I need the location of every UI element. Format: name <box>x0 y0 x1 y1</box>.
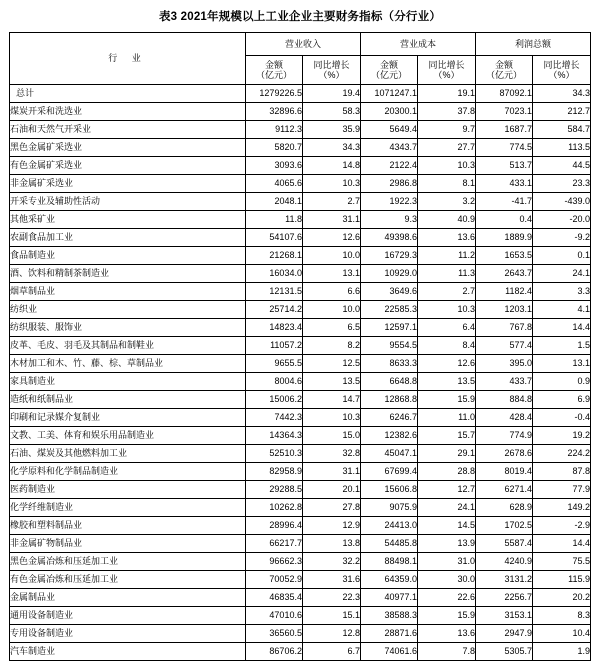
table-row <box>9 553 590 571</box>
row-industry-name: 有色金属冶炼和压延加工业 <box>9 571 245 589</box>
row-cost-growth: 10.3 <box>417 301 475 319</box>
row-cost-growth: 15.7 <box>417 427 475 445</box>
row-profit-amount: 767.8 <box>476 319 533 337</box>
row-industry-name: 非金属矿采选业 <box>9 175 245 193</box>
row-profit-growth: 14.4 <box>533 535 591 553</box>
row-revenue-amount: 11057.2 <box>245 337 302 355</box>
row-cost-growth: 12.7 <box>417 481 475 499</box>
row-revenue-amount: 16034.0 <box>245 265 302 283</box>
column-header-revenue-growth <box>302 56 360 85</box>
row-cost-growth: 31.0 <box>417 553 475 571</box>
table-row <box>9 643 590 661</box>
column-header-revenue-amount <box>245 56 302 85</box>
row-cost-amount: 38588.3 <box>360 607 417 625</box>
column-group-profit: 利润总额 <box>476 33 591 56</box>
row-revenue-growth: 13.5 <box>302 373 360 391</box>
row-cost-amount: 2986.8 <box>360 175 417 193</box>
row-profit-amount: 5305.7 <box>476 643 533 661</box>
row-profit-growth: 113.5 <box>533 139 591 157</box>
table-header-group-row <box>9 33 590 56</box>
row-industry-name: 石油、煤炭及其他燃料加工业 <box>9 445 245 463</box>
row-profit-growth: 19.2 <box>533 427 591 445</box>
row-cost-growth: 15.9 <box>417 607 475 625</box>
row-revenue-growth: 31.1 <box>302 463 360 481</box>
row-cost-amount: 12382.6 <box>360 427 417 445</box>
row-revenue-growth: 12.9 <box>302 517 360 535</box>
row-cost-amount: 9554.5 <box>360 337 417 355</box>
row-cost-amount: 2122.4 <box>360 157 417 175</box>
row-cost-amount: 9075.9 <box>360 499 417 517</box>
row-revenue-amount: 66217.7 <box>245 535 302 553</box>
row-industry-name: 纺织业 <box>9 301 245 319</box>
row-profit-amount: 428.4 <box>476 409 533 427</box>
row-cost-amount: 64359.0 <box>360 571 417 589</box>
row-cost-amount: 9.3 <box>360 211 417 229</box>
row-cost-growth: 8.4 <box>417 337 475 355</box>
table-row <box>9 373 590 391</box>
table-row <box>9 265 590 283</box>
table-row <box>9 283 590 301</box>
row-profit-amount: 1687.7 <box>476 121 533 139</box>
row-industry-name: 农副食品加工业 <box>9 229 245 247</box>
row-cost-growth: 11.2 <box>417 247 475 265</box>
row-revenue-growth: 6.7 <box>302 643 360 661</box>
row-industry-name: 纺织服装、服饰业 <box>9 319 245 337</box>
row-revenue-amount: 9655.5 <box>245 355 302 373</box>
table-row <box>9 85 590 103</box>
column-header-industry: 行 业 <box>9 33 245 85</box>
row-revenue-growth: 6.6 <box>302 283 360 301</box>
row-revenue-amount: 28996.4 <box>245 517 302 535</box>
row-profit-amount: 3131.2 <box>476 571 533 589</box>
row-cost-growth: 19.1 <box>417 85 475 103</box>
table-row <box>9 409 590 427</box>
row-cost-growth: 2.7 <box>417 283 475 301</box>
row-cost-growth: 6.4 <box>417 319 475 337</box>
row-profit-growth: 24.1 <box>533 265 591 283</box>
row-profit-growth: 224.2 <box>533 445 591 463</box>
row-cost-amount: 5649.4 <box>360 121 417 139</box>
cost-growth-unit: （%） <box>433 70 460 80</box>
row-profit-amount: 1702.5 <box>476 517 533 535</box>
table-row <box>9 337 590 355</box>
table-row <box>9 139 590 157</box>
row-profit-amount: 2947.9 <box>476 625 533 643</box>
row-profit-growth: 0.1 <box>533 247 591 265</box>
revenue-amount-label: 金额 <box>264 59 283 70</box>
page-title: 表3 2021年规模以上工业企业主要财务指标（分行业） <box>158 11 442 23</box>
row-profit-growth: 1.5 <box>533 337 591 355</box>
row-profit-amount: 6271.4 <box>476 481 533 499</box>
row-revenue-amount: 5820.7 <box>245 139 302 157</box>
row-industry-name: 专用设备制造业 <box>9 625 245 643</box>
table-row <box>9 157 590 175</box>
row-profit-amount: 433.1 <box>476 175 533 193</box>
row-profit-growth: -0.4 <box>533 409 591 427</box>
row-cost-amount: 40977.1 <box>360 589 417 607</box>
row-revenue-growth: 58.3 <box>302 103 360 121</box>
row-revenue-amount: 11.8 <box>245 211 302 229</box>
row-revenue-amount: 4065.6 <box>245 175 302 193</box>
row-revenue-amount: 2048.1 <box>245 193 302 211</box>
row-profit-amount: 2643.7 <box>476 265 533 283</box>
row-revenue-growth: 10.3 <box>302 175 360 193</box>
row-revenue-growth: 31.6 <box>302 571 360 589</box>
row-profit-amount: 2256.7 <box>476 589 533 607</box>
row-profit-amount: 628.9 <box>476 499 533 517</box>
row-industry-name: 汽车制造业 <box>9 643 245 661</box>
row-revenue-growth: 6.5 <box>302 319 360 337</box>
row-industry-name: 金属制品业 <box>9 589 245 607</box>
profit-amount-unit: （亿元） <box>485 70 522 80</box>
row-industry-name: 黑色金属矿采选业 <box>9 139 245 157</box>
table-row <box>9 121 590 139</box>
table-row <box>9 391 590 409</box>
row-cost-amount: 6648.8 <box>360 373 417 391</box>
row-revenue-amount: 14364.3 <box>245 427 302 445</box>
row-cost-growth: 9.7 <box>417 121 475 139</box>
financial-indicators-table <box>9 32 591 661</box>
profit-growth-unit: （%） <box>548 70 575 80</box>
row-cost-amount: 88498.1 <box>360 553 417 571</box>
row-cost-growth: 40.9 <box>417 211 475 229</box>
row-industry-name: 医药制造业 <box>9 481 245 499</box>
column-header-cost-growth <box>417 56 475 85</box>
profit-growth-label: 同比增长 <box>543 59 580 70</box>
column-group-cost: 营业成本 <box>360 33 475 56</box>
row-profit-growth: 20.2 <box>533 589 591 607</box>
row-revenue-amount: 25714.2 <box>245 301 302 319</box>
row-profit-amount: 774.5 <box>476 139 533 157</box>
row-profit-amount: 513.7 <box>476 157 533 175</box>
row-revenue-growth: 10.0 <box>302 247 360 265</box>
row-cost-amount: 20300.1 <box>360 103 417 121</box>
row-profit-amount: 884.8 <box>476 391 533 409</box>
row-cost-amount: 24413.0 <box>360 517 417 535</box>
row-profit-growth: -2.9 <box>533 517 591 535</box>
row-cost-amount: 74061.6 <box>360 643 417 661</box>
table-row <box>9 427 590 445</box>
row-profit-amount: 5587.4 <box>476 535 533 553</box>
table-row <box>9 175 590 193</box>
row-profit-growth: 1.9 <box>533 643 591 661</box>
row-industry-name: 烟草制品业 <box>9 283 245 301</box>
row-profit-growth: 584.7 <box>533 121 591 139</box>
row-revenue-growth: 35.9 <box>302 121 360 139</box>
row-profit-growth: 77.9 <box>533 481 591 499</box>
row-revenue-amount: 46835.4 <box>245 589 302 607</box>
table-body <box>9 85 590 661</box>
revenue-amount-unit: （亿元） <box>255 70 292 80</box>
row-revenue-growth: 15.0 <box>302 427 360 445</box>
row-industry-name: 橡胶和塑料制品业 <box>9 517 245 535</box>
row-revenue-amount: 10262.8 <box>245 499 302 517</box>
row-industry-name: 黑色金属冶炼和压延加工业 <box>9 553 245 571</box>
row-cost-growth: 11.0 <box>417 409 475 427</box>
row-revenue-amount: 36560.5 <box>245 625 302 643</box>
table-row <box>9 481 590 499</box>
row-cost-growth: 7.8 <box>417 643 475 661</box>
row-cost-growth: 11.3 <box>417 265 475 283</box>
row-profit-amount: 0.4 <box>476 211 533 229</box>
row-cost-growth: 24.1 <box>417 499 475 517</box>
row-profit-amount: 1889.9 <box>476 229 533 247</box>
row-revenue-amount: 82958.9 <box>245 463 302 481</box>
row-industry-name: 其他采矿业 <box>9 211 245 229</box>
row-revenue-amount: 8004.6 <box>245 373 302 391</box>
row-cost-amount: 6246.7 <box>360 409 417 427</box>
row-profit-amount: 8019.4 <box>476 463 533 481</box>
row-profit-growth: 14.4 <box>533 319 591 337</box>
row-profit-growth: 23.3 <box>533 175 591 193</box>
row-industry-name: 家具制造业 <box>9 373 245 391</box>
row-cost-growth: 30.0 <box>417 571 475 589</box>
row-profit-amount: 1653.5 <box>476 247 533 265</box>
table-row <box>9 535 590 553</box>
row-profit-amount: 87092.1 <box>476 85 533 103</box>
row-cost-amount: 54485.8 <box>360 535 417 553</box>
row-profit-amount: 4240.9 <box>476 553 533 571</box>
table-row <box>9 445 590 463</box>
row-cost-amount: 8633.3 <box>360 355 417 373</box>
row-cost-growth: 10.3 <box>417 157 475 175</box>
row-revenue-growth: 31.1 <box>302 211 360 229</box>
profit-amount-label: 金额 <box>494 59 513 70</box>
row-revenue-growth: 10.0 <box>302 301 360 319</box>
row-profit-growth: 149.2 <box>533 499 591 517</box>
row-revenue-amount: 52510.3 <box>245 445 302 463</box>
row-cost-growth: 28.8 <box>417 463 475 481</box>
row-revenue-amount: 12131.5 <box>245 283 302 301</box>
row-cost-growth: 14.5 <box>417 517 475 535</box>
row-profit-growth: 4.1 <box>533 301 591 319</box>
revenue-growth-label: 同比增长 <box>313 59 350 70</box>
row-revenue-amount: 86706.2 <box>245 643 302 661</box>
row-cost-growth: 13.6 <box>417 625 475 643</box>
row-cost-amount: 10929.0 <box>360 265 417 283</box>
row-profit-amount: 395.0 <box>476 355 533 373</box>
row-revenue-amount: 47010.6 <box>245 607 302 625</box>
row-profit-growth: 3.3 <box>533 283 591 301</box>
revenue-growth-unit: （%） <box>318 70 345 80</box>
table-row <box>9 301 590 319</box>
row-cost-growth: 13.9 <box>417 535 475 553</box>
table-row <box>9 355 590 373</box>
row-revenue-amount: 7442.3 <box>245 409 302 427</box>
row-profit-growth: 8.3 <box>533 607 591 625</box>
row-cost-amount: 1071247.1 <box>360 85 417 103</box>
row-profit-amount: 7023.1 <box>476 103 533 121</box>
cost-growth-label: 同比增长 <box>428 59 465 70</box>
row-revenue-growth: 12.5 <box>302 355 360 373</box>
row-profit-amount: 774.9 <box>476 427 533 445</box>
row-revenue-growth: 27.8 <box>302 499 360 517</box>
row-revenue-amount: 15006.2 <box>245 391 302 409</box>
row-profit-amount: 2678.6 <box>476 445 533 463</box>
row-cost-growth: 37.8 <box>417 103 475 121</box>
row-industry-name: 化学原料和化学制品制造业 <box>9 463 245 481</box>
row-revenue-amount: 32896.6 <box>245 103 302 121</box>
row-profit-growth: -20.0 <box>533 211 591 229</box>
row-revenue-amount: 54107.6 <box>245 229 302 247</box>
row-cost-growth: 22.6 <box>417 589 475 607</box>
row-industry-name: 通用设备制造业 <box>9 607 245 625</box>
row-industry-name: 非金属矿物制品业 <box>9 535 245 553</box>
row-cost-amount: 1922.3 <box>360 193 417 211</box>
cost-amount-label: 金额 <box>379 59 398 70</box>
row-profit-growth: 34.3 <box>533 85 591 103</box>
row-profit-growth: 115.9 <box>533 571 591 589</box>
table-row <box>9 103 590 121</box>
row-revenue-growth: 14.8 <box>302 157 360 175</box>
column-header-profit-amount <box>476 56 533 85</box>
row-revenue-growth: 32.2 <box>302 553 360 571</box>
row-cost-amount: 3649.6 <box>360 283 417 301</box>
row-profit-growth: -439.0 <box>533 193 591 211</box>
row-revenue-amount: 14823.4 <box>245 319 302 337</box>
row-profit-amount: 433.7 <box>476 373 533 391</box>
table-row <box>9 211 590 229</box>
row-cost-amount: 45047.1 <box>360 445 417 463</box>
row-cost-growth: 27.7 <box>417 139 475 157</box>
row-profit-amount: 1203.1 <box>476 301 533 319</box>
row-industry-name: 酒、饮料和精制茶制造业 <box>9 265 245 283</box>
row-revenue-growth: 34.3 <box>302 139 360 157</box>
table-head <box>9 33 590 85</box>
row-cost-amount: 12868.8 <box>360 391 417 409</box>
row-revenue-growth: 32.8 <box>302 445 360 463</box>
row-profit-growth: -9.2 <box>533 229 591 247</box>
row-profit-growth: 10.4 <box>533 625 591 643</box>
row-revenue-amount: 29288.5 <box>245 481 302 499</box>
row-cost-amount: 4343.7 <box>360 139 417 157</box>
row-cost-amount: 67699.4 <box>360 463 417 481</box>
row-revenue-amount: 96662.3 <box>245 553 302 571</box>
table-row <box>9 571 590 589</box>
row-industry-name: 木材加工和木、竹、藤、棕、草制品业 <box>9 355 245 373</box>
row-industry-name: 皮革、毛皮、羽毛及其制品和制鞋业 <box>9 337 245 355</box>
row-revenue-amount: 1279226.5 <box>245 85 302 103</box>
row-revenue-growth: 15.1 <box>302 607 360 625</box>
row-industry-name: 有色金属矿采选业 <box>9 157 245 175</box>
row-revenue-amount: 21268.1 <box>245 247 302 265</box>
row-cost-growth: 29.1 <box>417 445 475 463</box>
row-cost-growth: 12.6 <box>417 355 475 373</box>
row-profit-growth: 212.7 <box>533 103 591 121</box>
row-profit-growth: 44.5 <box>533 157 591 175</box>
row-profit-growth: 13.1 <box>533 355 591 373</box>
row-cost-amount: 22585.3 <box>360 301 417 319</box>
row-profit-growth: 87.8 <box>533 463 591 481</box>
row-cost-amount: 15606.8 <box>360 481 417 499</box>
row-revenue-growth: 13.8 <box>302 535 360 553</box>
row-revenue-amount: 3093.6 <box>245 157 302 175</box>
row-industry-name: 印刷和记录媒介复制业 <box>9 409 245 427</box>
row-industry-name: 文教、工美、体育和娱乐用品制造业 <box>9 427 245 445</box>
row-industry-name: 总计 <box>9 85 245 103</box>
cost-amount-unit: （亿元） <box>370 70 407 80</box>
row-revenue-growth: 20.1 <box>302 481 360 499</box>
row-industry-name: 石油和天然气开采业 <box>9 121 245 139</box>
table-row <box>9 229 590 247</box>
row-revenue-growth: 12.6 <box>302 229 360 247</box>
row-cost-amount: 49398.6 <box>360 229 417 247</box>
row-revenue-amount: 9112.3 <box>245 121 302 139</box>
table-row <box>9 517 590 535</box>
row-revenue-amount: 70052.9 <box>245 571 302 589</box>
table-row <box>9 319 590 337</box>
row-profit-amount: 3153.1 <box>476 607 533 625</box>
row-revenue-growth: 13.1 <box>302 265 360 283</box>
row-profit-amount: 577.4 <box>476 337 533 355</box>
row-revenue-growth: 2.7 <box>302 193 360 211</box>
row-cost-amount: 12597.1 <box>360 319 417 337</box>
column-group-revenue: 营业收入 <box>245 33 360 56</box>
row-revenue-growth: 12.8 <box>302 625 360 643</box>
column-header-cost-amount <box>360 56 417 85</box>
row-profit-growth: 0.9 <box>533 373 591 391</box>
row-cost-growth: 3.2 <box>417 193 475 211</box>
row-industry-name: 化学纤维制造业 <box>9 499 245 517</box>
row-cost-growth: 8.1 <box>417 175 475 193</box>
row-industry-name: 造纸和纸制品业 <box>9 391 245 409</box>
row-revenue-growth: 8.2 <box>302 337 360 355</box>
table-row <box>9 499 590 517</box>
table-row <box>9 625 590 643</box>
row-industry-name: 煤炭开采和洗选业 <box>9 103 245 121</box>
row-industry-name: 开采专业及辅助性活动 <box>9 193 245 211</box>
row-cost-growth: 13.5 <box>417 373 475 391</box>
row-revenue-growth: 10.3 <box>302 409 360 427</box>
row-revenue-growth: 14.7 <box>302 391 360 409</box>
row-industry-name: 食品制造业 <box>9 247 245 265</box>
table-row <box>9 589 590 607</box>
row-profit-growth: 75.5 <box>533 553 591 571</box>
row-cost-amount: 16729.3 <box>360 247 417 265</box>
row-cost-growth: 13.6 <box>417 229 475 247</box>
table-row <box>9 463 590 481</box>
row-revenue-growth: 22.3 <box>302 589 360 607</box>
row-cost-amount: 28871.6 <box>360 625 417 643</box>
row-profit-amount: 1182.4 <box>476 283 533 301</box>
table-row <box>9 247 590 265</box>
column-header-profit-growth <box>533 56 591 85</box>
table-row <box>9 607 590 625</box>
table-row <box>9 193 590 211</box>
row-profit-growth: 6.9 <box>533 391 591 409</box>
row-revenue-growth: 19.4 <box>302 85 360 103</box>
row-profit-amount: -41.7 <box>476 193 533 211</box>
row-cost-growth: 15.9 <box>417 391 475 409</box>
